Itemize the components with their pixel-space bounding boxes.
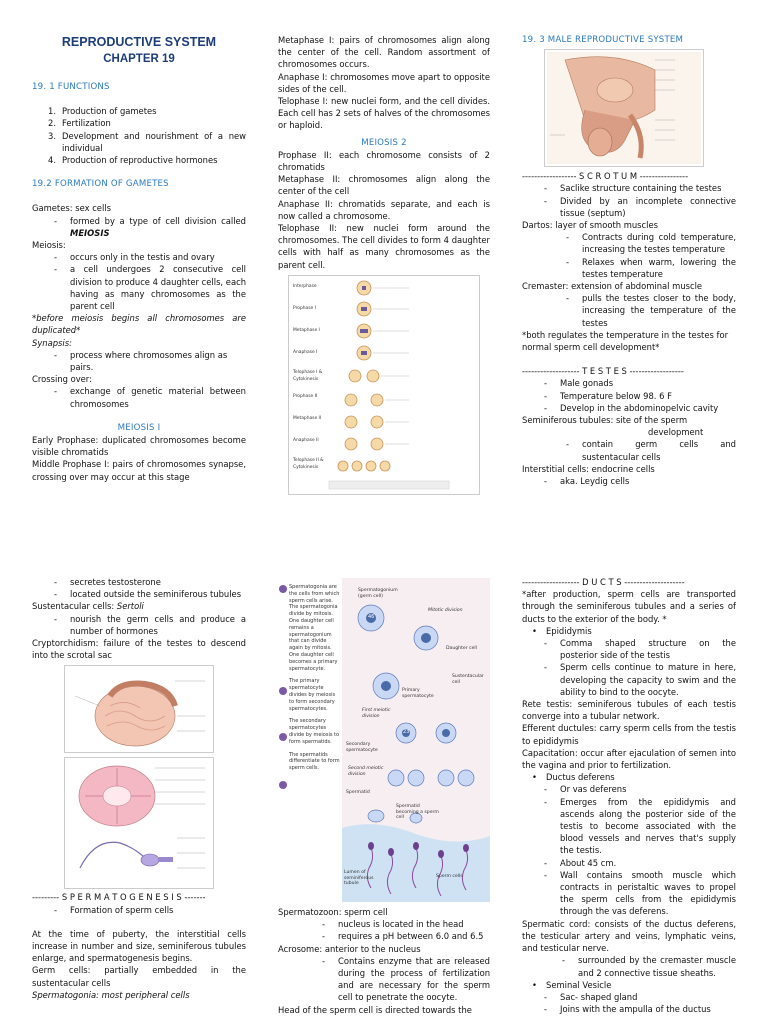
gametes-def: Gametes: sex cells bbox=[32, 203, 111, 214]
list-item: - Contracts during cold temperature, increasing the testes temperature bbox=[522, 231, 736, 255]
list-item: - About 45 cm. bbox=[522, 857, 736, 869]
scrotum-note: *both regulates the temperature in the testes for normal sperm cell development* bbox=[522, 329, 729, 353]
epididymis: • Epididymis bbox=[522, 625, 736, 637]
middle-prophase: Middle Prophase I: pairs of chromosomes synapse, crossing over may occur at this stage bbox=[32, 459, 246, 482]
list-item: - surrounded by the cremaster muscle and 2 connective tissue sheaths. bbox=[522, 954, 736, 978]
list-item: - Develop in the abdominopelvic cavity bbox=[522, 402, 736, 414]
ducts-heading: ------------------- D U C T S -------------------- bbox=[522, 577, 685, 587]
cryptorchidism: Cryptorchidism: failure of the testes to descend into the scrotal sac bbox=[32, 638, 246, 661]
label-spermatid: Spermatid bbox=[346, 790, 370, 795]
fig-label-prophase1: Prophase I bbox=[293, 306, 316, 311]
dartos: Dartos: layer of smooth muscles bbox=[522, 220, 658, 231]
label-sustentacular: Sustentacular cell bbox=[452, 674, 484, 685]
ductus-deferens: • Ductus deferens bbox=[522, 771, 736, 783]
fig-label-metaphase1: Metaphase I bbox=[293, 328, 320, 333]
capacitation: Capacitation: occur after ejaculation of semen into the vagina and prior to fertilization. bbox=[522, 747, 736, 771]
prophase2: Prophase II: each chromosome consists of 2 chromatids bbox=[278, 149, 490, 173]
list-item: - nourish the germ cells and produce a number of hormones bbox=[32, 613, 246, 637]
list-item: - a cell undergoes 2 consecutive cell division to produce 4 daughter cells, each having as many chromosomes as the parent cell bbox=[32, 263, 246, 312]
spermatic-cord: Spermatic cord: consists of the ductus deferens, the testicular artery and veins, lymphatic veins, and testicular nerve. bbox=[522, 918, 736, 954]
ducts-note: *after production, sperm cells are transported through the seminiferous tubules and a series of ducts to the exterior of the body. * bbox=[522, 589, 736, 624]
seminal-vesicle: • Seminal Vesicle bbox=[522, 979, 736, 991]
label-first-meiotic: First meiotic division bbox=[362, 708, 391, 719]
column-4 bbox=[32, 576, 246, 1024]
label-mitotic: Mitotic division bbox=[428, 608, 463, 613]
seminiferous: Seminiferous tubules: site of the sperm bbox=[522, 415, 688, 426]
list-item: - contain germ cells and sustentacular cells bbox=[522, 438, 736, 462]
sustentacular: Sustentacular cells: Sertoli bbox=[32, 601, 144, 612]
gametes-heading: 19.2 FORMATION OF GAMETES bbox=[32, 179, 169, 190]
label-sperm-cells: Sperm cells bbox=[436, 874, 463, 879]
spermatozoon: Spermatozoon: sperm cell bbox=[278, 907, 388, 917]
list-item: - Sac- shaped gland bbox=[522, 991, 736, 1003]
meiosis-diagram bbox=[288, 275, 480, 495]
label-spermatid-becoming: Spermatid becoming a sperm cell bbox=[396, 804, 439, 820]
list-item: - exchange of genetic material between chromosomes bbox=[32, 385, 246, 409]
list-item: 4. Production of reproductive hormones bbox=[48, 155, 218, 166]
list-item: - aka. Leydig cells bbox=[522, 475, 736, 487]
list-item: - formed by a type of cell division called MEIOSIS bbox=[32, 215, 246, 239]
label-spermatogonium: Spermatogonium (germ cell) bbox=[358, 588, 398, 599]
list-item: - Sperm cells continue to mature in here, developing the capacity to swim and the ability to bind to the oocyte. bbox=[522, 661, 736, 698]
rete-testis: Rete testis: seminiferous tubules of each testis converge into a tubular network. bbox=[522, 699, 736, 722]
list-item: - process where chromosomes align as pairs. bbox=[32, 349, 246, 373]
seminiferous-tubule-figure bbox=[64, 757, 214, 889]
label-n46: 46 bbox=[368, 614, 375, 620]
list-item: - Relaxes when warm, lowering the testes temperature bbox=[522, 256, 736, 280]
list-item: - Emerges from the epididymis and ascends along the posterior side of the testis to become associated with the blood vessels and nerves that's supply the testis. bbox=[522, 796, 736, 857]
metaphase1: Metaphase I: pairs of chromosomes align along the center of the cell. Random assortment of chromosomes occurs. bbox=[278, 35, 490, 70]
list-item: - Wall contains smooth muscle which contracts in peristaltic waves to propel the sperm cells from the epididymis through the vas deferens. bbox=[522, 869, 736, 918]
anaphase2: Anaphase II: chromatids separate, and each is now called a chromosome. bbox=[278, 198, 490, 221]
meiosis-note: *before meiosis begins all chromosomes are duplicated* bbox=[32, 313, 246, 336]
scrotum-heading: ------------------ S C R O T U M ---------------- bbox=[522, 171, 689, 182]
fig-step-1: Spermatogonia are the cells from which sperm cells arise. The spermatogonia divide by mitosis. One daughter cell remains a spermatogonium that can divide again by mitosis. One daughter cell becomes a primary spermatocyte. bbox=[289, 584, 340, 672]
fig-label-prophase2: Prophase II bbox=[293, 394, 318, 399]
puberty-text: At the time of puberty, the interstitial cells increase in number and size, seminiferous tubules enlarge, and spermatogenesis begins. bbox=[32, 928, 246, 964]
fig-step-2: The primary spermatocyte divides by meiosis to form secondary spermatocytes. bbox=[289, 678, 336, 712]
spermatogonia: Spermatogonia: most peripheral cells bbox=[32, 989, 190, 1000]
tubule-and-sperm-illustration bbox=[65, 758, 213, 888]
efferent-ductules: Efferent ductules: carry sperm cells from the testis to epididymis bbox=[522, 723, 736, 746]
spermatogenesis-figure bbox=[276, 578, 490, 902]
column-2 bbox=[278, 34, 490, 274]
list-item: - secretes testosterone bbox=[32, 576, 246, 588]
testis-cross-section-illustration bbox=[65, 666, 213, 752]
page-title: REPRODUCTIVE SYSTEM bbox=[61, 35, 217, 49]
male-system-heading: 19. 3 MALE REPRODUCTIVE SYSTEM bbox=[522, 35, 684, 45]
functions-heading: 19. 1 FUNCTIONS bbox=[32, 82, 110, 92]
list-item: - Contains enzyme that are released during the process of fertilization and are necessary for the sperm cell to penetrate the oocyte. bbox=[278, 955, 490, 1004]
meiosis-label: Meiosis: bbox=[32, 240, 66, 251]
telophase1: Telophase I: new nuclei form, and the cell divides. Each cell has 2 sets of halves of the chromosomes or haploid. bbox=[278, 96, 490, 131]
list-item: - Temperature below 98. 6 F bbox=[522, 390, 736, 402]
label-primary: Primary spermatocyte bbox=[402, 688, 434, 699]
list-item: - pulls the testes closer to the body, increasing the temperature of the testes bbox=[522, 292, 736, 329]
meiosis2-heading: MEIOSIS 2 bbox=[361, 137, 407, 148]
fig-label-metaphase2: Metaphase II bbox=[293, 416, 322, 421]
fig-step-4: The spermatids differentiate to form sperm cells. bbox=[289, 751, 340, 772]
label-n23: 23 bbox=[403, 729, 410, 735]
early-prophase: Early Prophase: duplicated chromosomes become visible chromatids bbox=[32, 435, 246, 458]
seminiferous-cont: development bbox=[648, 427, 704, 438]
label-secondary: Secondary spermatocyte bbox=[346, 742, 378, 753]
synapsis-label: Synapsis: bbox=[32, 337, 72, 348]
label-lumen: Lumen of seminiferous tubule bbox=[344, 870, 374, 886]
fig-label-anaphase1: Anaphase I bbox=[293, 350, 318, 355]
acrosome: Acrosome: anterior to the nucleus bbox=[278, 943, 421, 954]
chapter-label: CHAPTER 19 bbox=[103, 53, 175, 65]
crossing-label: Crossing over: bbox=[32, 374, 92, 385]
male-pelvis-illustration bbox=[545, 50, 703, 166]
fig-label-interphase: Interphase bbox=[293, 284, 317, 289]
telophase2: Telophase II: new nuclei form around the chromosomes. The cell divides to form 4 daughter cells with half as many chromosomes as the parent cell. bbox=[278, 223, 490, 270]
list-item: - Comma shaped structure on the posterior side of the testis bbox=[522, 637, 736, 661]
testis-figure bbox=[64, 665, 214, 753]
testes-heading: ------------------- T E S T E S ------------------ bbox=[522, 366, 684, 377]
column-3 bbox=[522, 34, 736, 504]
label-second-meiotic: Second meiotic division bbox=[348, 766, 384, 777]
fig-label-telophase1: Telophase I & Cytokinesis bbox=[293, 370, 323, 382]
list-item: - Saclike structure containing the testes bbox=[522, 182, 736, 194]
fig-label-anaphase2: Anaphase II bbox=[293, 438, 319, 443]
head-line: Head of the sperm cell is directed towards the bbox=[278, 1004, 472, 1015]
list-item: - requires a pH between 6.0 and 6.5 bbox=[278, 930, 490, 942]
list-item: 3. Development and nourishment of a new individual bbox=[48, 130, 246, 153]
germ-cells: Germ cells: partially embedded in the sustentacular cells bbox=[32, 965, 246, 988]
column-5-text bbox=[278, 906, 490, 1024]
label-daughter: Daughter cell bbox=[446, 646, 477, 651]
meiosis1-heading: MEIOSIS I bbox=[117, 422, 161, 433]
list-item: - Or vas deferens bbox=[522, 783, 736, 795]
list-item: - Formation of sperm cells bbox=[32, 904, 246, 916]
list-item: 2. Fertilization bbox=[48, 118, 111, 129]
spermatogenesis-heading: --------- S P E R M A T O G E N E S I S ------- bbox=[32, 892, 206, 903]
fig-label-telophase2: Telophase II & Cytokinesis bbox=[293, 458, 324, 470]
list-item: - located outside the seminiferous tubules bbox=[32, 588, 246, 600]
list-item: - Male gonads bbox=[522, 377, 736, 389]
cremaster: Cremaster: extension of abdominal muscle bbox=[522, 281, 703, 292]
list-item: 1. Production of gametes bbox=[48, 106, 157, 117]
metaphase2: Metaphase II: chromosomes align along the center of the cell bbox=[278, 174, 490, 197]
list-item: - Joins with the ampulla of the ductus bbox=[522, 1003, 736, 1015]
fig-step-3: The secondary spermatocytes divide by meiosis to form spermatids. bbox=[289, 718, 340, 745]
column-6 bbox=[522, 576, 736, 1024]
male-anatomy-figure bbox=[544, 49, 704, 167]
list-item: - occurs only in the testis and ovary bbox=[32, 251, 246, 263]
anaphase1: Anaphase I: chromosomes move apart to opposite sides of the cell. bbox=[278, 71, 490, 94]
column-1 bbox=[32, 34, 246, 494]
list-item: - nucleus is located in the head bbox=[278, 918, 490, 930]
interstitial: Interstitial cells: endocrine cells bbox=[522, 463, 655, 474]
list-item: - Divided by an incomplete connective tissue (septum) bbox=[522, 195, 736, 219]
